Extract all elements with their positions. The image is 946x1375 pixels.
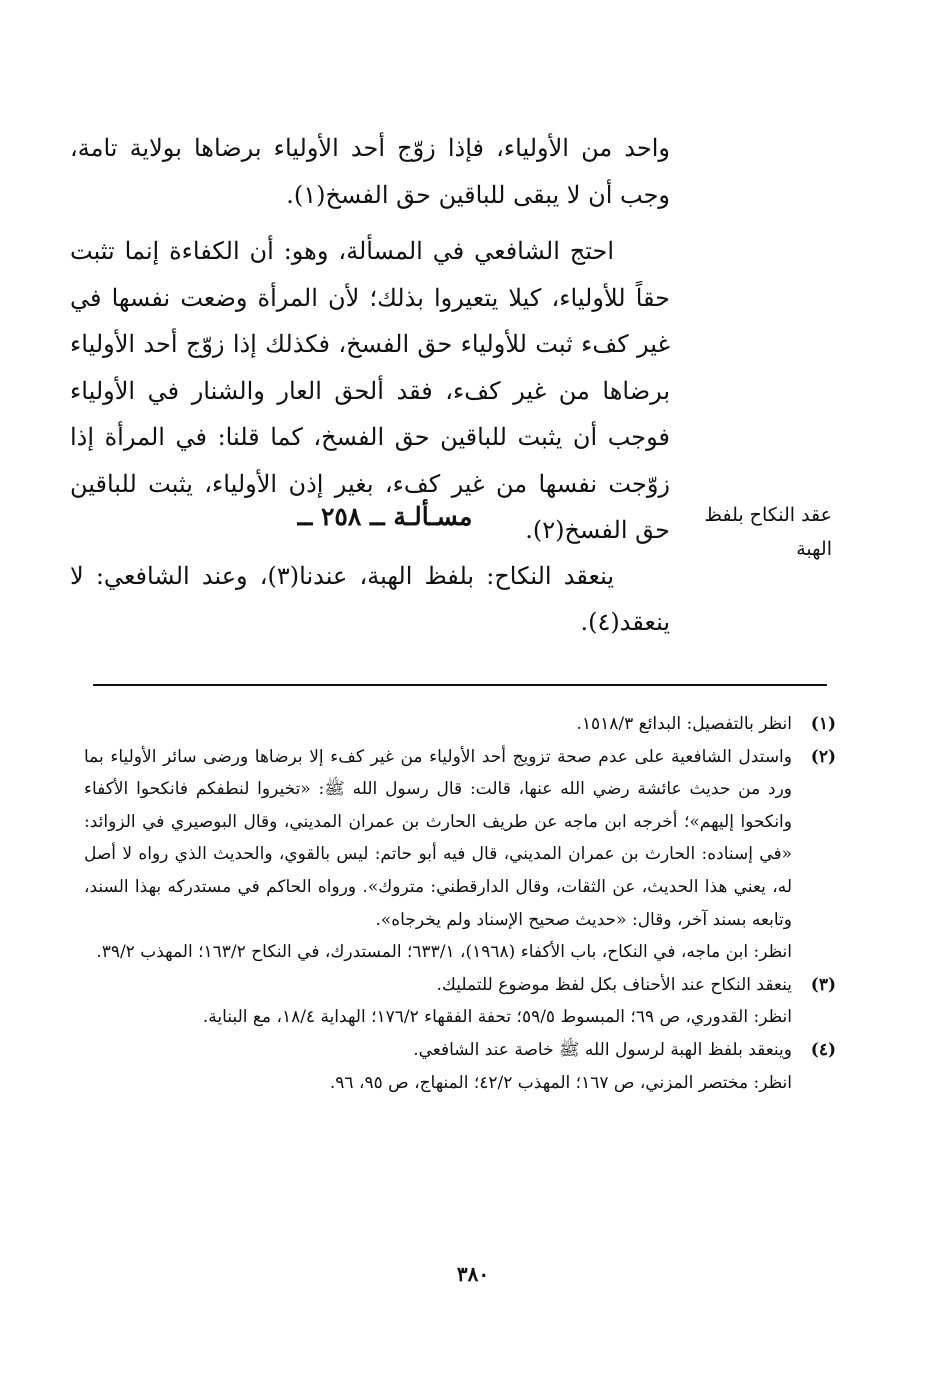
- main-paragraph-2: احتج الشافعي في المسألة، وهو: أن الكفاءة إنما تثبت حقاً للأولياء، كيلا يتعيروا بذلك؛ لأن المرأة وضعت نفسها في غير كفء ثبت للأولياء حق الفسخ، فكذلك إذا زوّج أحد الأولياء برضاها من غير كفء، فقد ألحق العار والشنار في الأولياء فوجب أن يثبت للباقين حق الفسخ، كما قلنا: في المرأة إذا زوّجت نفسها من غير كفء، بغير إذن الأولياء، يثبت للباقين حق الفسخ(٢).: [70, 237, 670, 544]
- footnote-line: انظر: ابن ماجه، في النكاح، باب الأكفاء (١٩٦٨)، ٦٣٣/١؛ المستدرك، في النكاح ١٦٣/٢؛ المهذب ٣٩/٢.: [96, 942, 792, 963]
- footnote-4: [84, 1034, 836, 1099]
- footnote-number: (٢): [810, 746, 836, 767]
- footnote-body: [84, 1034, 792, 1099]
- footnote-1: [84, 708, 836, 741]
- footnote-line: واستدل الشافعية على عدم صحة تزويج أحد الأولياء من غير كفء إلا برضاها ورضى سائر الأولياء بما ورد من حديث عائشة رضي الله عنها، قالت: قال رسول الله ﷺ: «تخيروا لنطفكم فانكحوا الأكفاء وانكحوا إليهم»؛ أخرجه ابن ماجه عن طريف الحارث بن عمران المديني، وقال البوصيري في الزوائد: «في إسناده: الحارث بن عمران المديني، قال فيه أبو حاتم: ليس بالقوي، والحديث الذي رواه لا أصل له، يعني هذا الحديث، عن الثقات، وقال الدارقطني: متروك». ورواه الحاكم في مستدركه بهذا السند، وتابعه بسند آخر، وقال: «حديث صحيح الإسناد ولم يخرجاه».: [84, 746, 792, 930]
- footnote-line: انظر بالتفصيل: البدائع ١٥١٨/٣.: [576, 714, 792, 734]
- footnotes: [84, 708, 836, 1099]
- footnote-line: انظر: مختصر المزني، ص ١٦٧؛ المهذب ٤٢/٢؛ المنهاج، ص ٩٥، ٩٦.: [329, 1072, 792, 1093]
- footnote-line: وينعقد بلفظ الهبة لرسول الله ﷺ خاصة عند الشافعي.: [413, 1039, 792, 1060]
- issue-text: ينعقد النكاح: بلفظ الهبة، عندنا(٣)، وعند الشافعي: لا ينعقد(٤).: [70, 562, 670, 636]
- footnote-body: [84, 969, 792, 1034]
- issue-paragraph: [70, 553, 670, 645]
- main-text: [70, 125, 670, 554]
- issue-heading: مسـألـة ــ ٢٥٨ ــ: [297, 502, 473, 531]
- footnote-line: انظر: القدوري، ص ٦٩؛ المبسوط ٥٩/٥؛ تحفة الفقهاء ١٧٦/٢؛ الهداية ١٨/٤، مع البناية.: [202, 1007, 792, 1028]
- margin-note-line-2: الهبة: [796, 538, 832, 560]
- page-number: ٣٨٠: [456, 1262, 490, 1286]
- margin-note: [690, 498, 832, 566]
- footnote-separator: [93, 684, 827, 686]
- margin-note-line-1: عقد النكاح بلفظ: [704, 504, 832, 526]
- footnote-2: [84, 741, 836, 969]
- footnote-3: [84, 969, 836, 1034]
- footnote-number: (٣): [810, 974, 836, 995]
- footnote-line: ينعقد النكاح عند الأحناف بكل لفظ موضوع للتمليك.: [436, 974, 792, 995]
- footnote-body: [84, 708, 792, 741]
- footnote-number: (١): [810, 714, 836, 734]
- main-paragraph-1: واحد من الأولياء، فإذا زوّج أحد الأولياء برضاها بولاية تامة، وجب أن لا يبقى للباقين حق الفسخ(١).: [70, 134, 670, 209]
- footnote-body: [84, 741, 792, 969]
- footnote-number: (٤): [810, 1039, 836, 1060]
